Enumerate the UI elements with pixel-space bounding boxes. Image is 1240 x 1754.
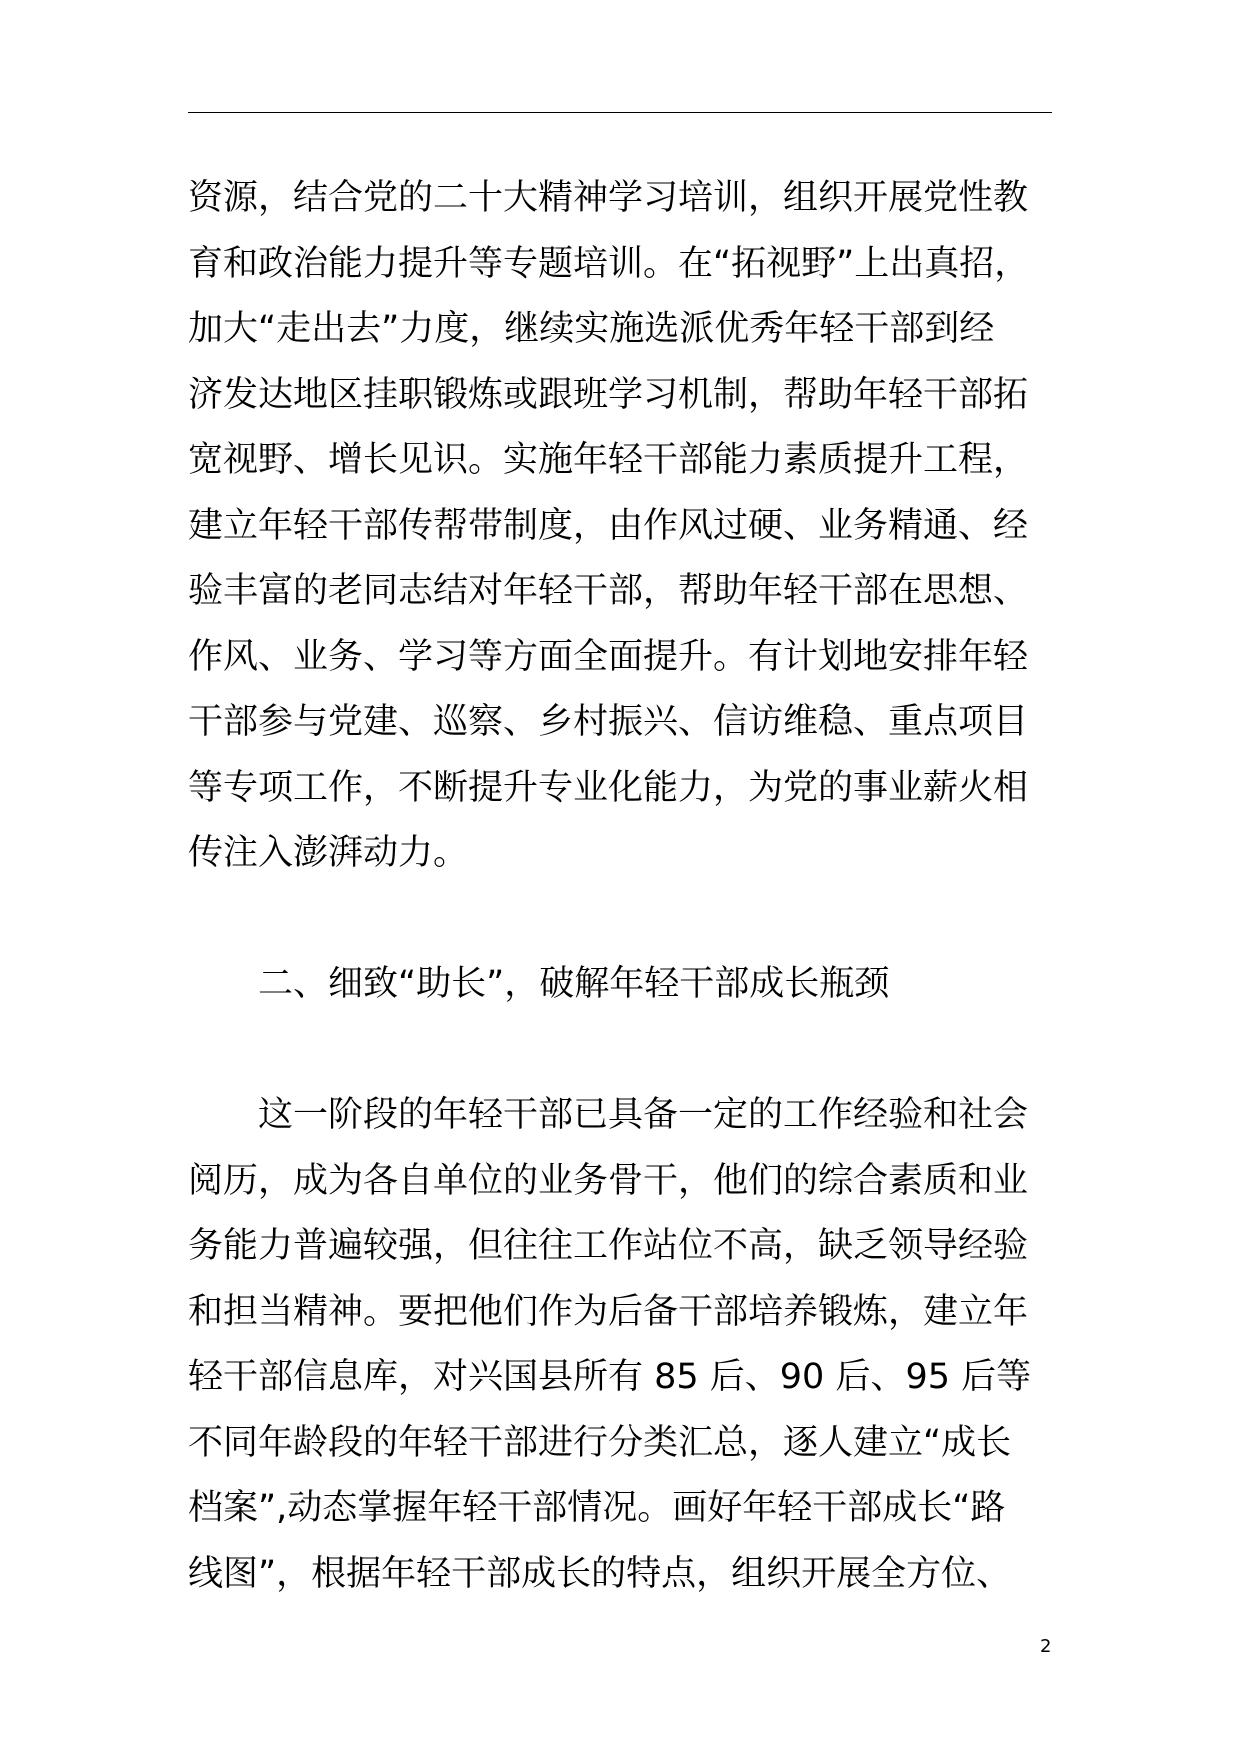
text-line: 宽视野、增长见识。实施年轻干部能力素质提升工程， [188, 440, 1029, 480]
text-line: 资源，结合党的二十大精神学习培训，组织开展党性教 [188, 178, 1029, 218]
text-line: 干部参与党建、巡察、乡村振兴、信访维稳、重点项目 [188, 702, 1029, 742]
text-line: 这一阶段的年轻干部已具备一定的工作经验和社会 [258, 1095, 1029, 1135]
header-rule [188, 112, 1052, 113]
text-line: 建立年轻干部传帮带制度，由作风过硬、业务精通、经 [188, 505, 1029, 546]
text-line: 传注入澎湃动力。 [188, 833, 469, 873]
text-line: 和担当精神。要把他们作为后备干部培养锻炼，建立年 [188, 1291, 1029, 1332]
paragraph-spacer [188, 887, 1068, 953]
text-line: 阅历，成为各自单位的业务骨干，他们的综合素质和业 [188, 1160, 1029, 1201]
text-line: 济发达地区挂职锻炼或跟班学习机制，帮助年轻干部拓 [188, 374, 1029, 415]
text-line: 育和政治能力提升等专题培训。在“拓视野”上出真招， [188, 243, 1030, 284]
text-line: 验丰富的老同志结对年轻干部，帮助年轻干部在思想、 [188, 571, 1029, 611]
page-number: 2 [1040, 1636, 1052, 1657]
text-line: 档案”,动态掌握年轻干部情况。画好年轻干部成长“路 [188, 1488, 1006, 1528]
text-line: 加大“走出去”力度，继续实施选派优秀年轻干部到经 [188, 309, 995, 349]
paragraph-continued [188, 166, 1068, 887]
text-line: 务能力普遍较强，但往往工作站位不高，缺乏领导经验 [188, 1226, 1029, 1266]
paragraph [188, 1083, 1068, 1607]
text-line: 等专项工作，不断提升专业化能力，为党的事业薪火相 [188, 767, 1029, 808]
section-heading: 二、细致“助长”，破解年轻干部成长瓶颈 [258, 964, 890, 1004]
text-line: 轻干部信息库，对兴国县所有 85 后、90 后、95 后等 [188, 1357, 1032, 1397]
paragraph-spacer [188, 1018, 1068, 1084]
document-body [188, 166, 1068, 1607]
text-line: 线图”，根据年轻干部成长的特点，组织开展全方位、 [188, 1553, 1012, 1594]
text-line: 不同年龄段的年轻干部进行分类汇总，逐人建立“成长 [188, 1422, 1012, 1463]
text-line: 作风、业务、学习等方面全面提升。有计划地安排年轻 [188, 636, 1029, 677]
